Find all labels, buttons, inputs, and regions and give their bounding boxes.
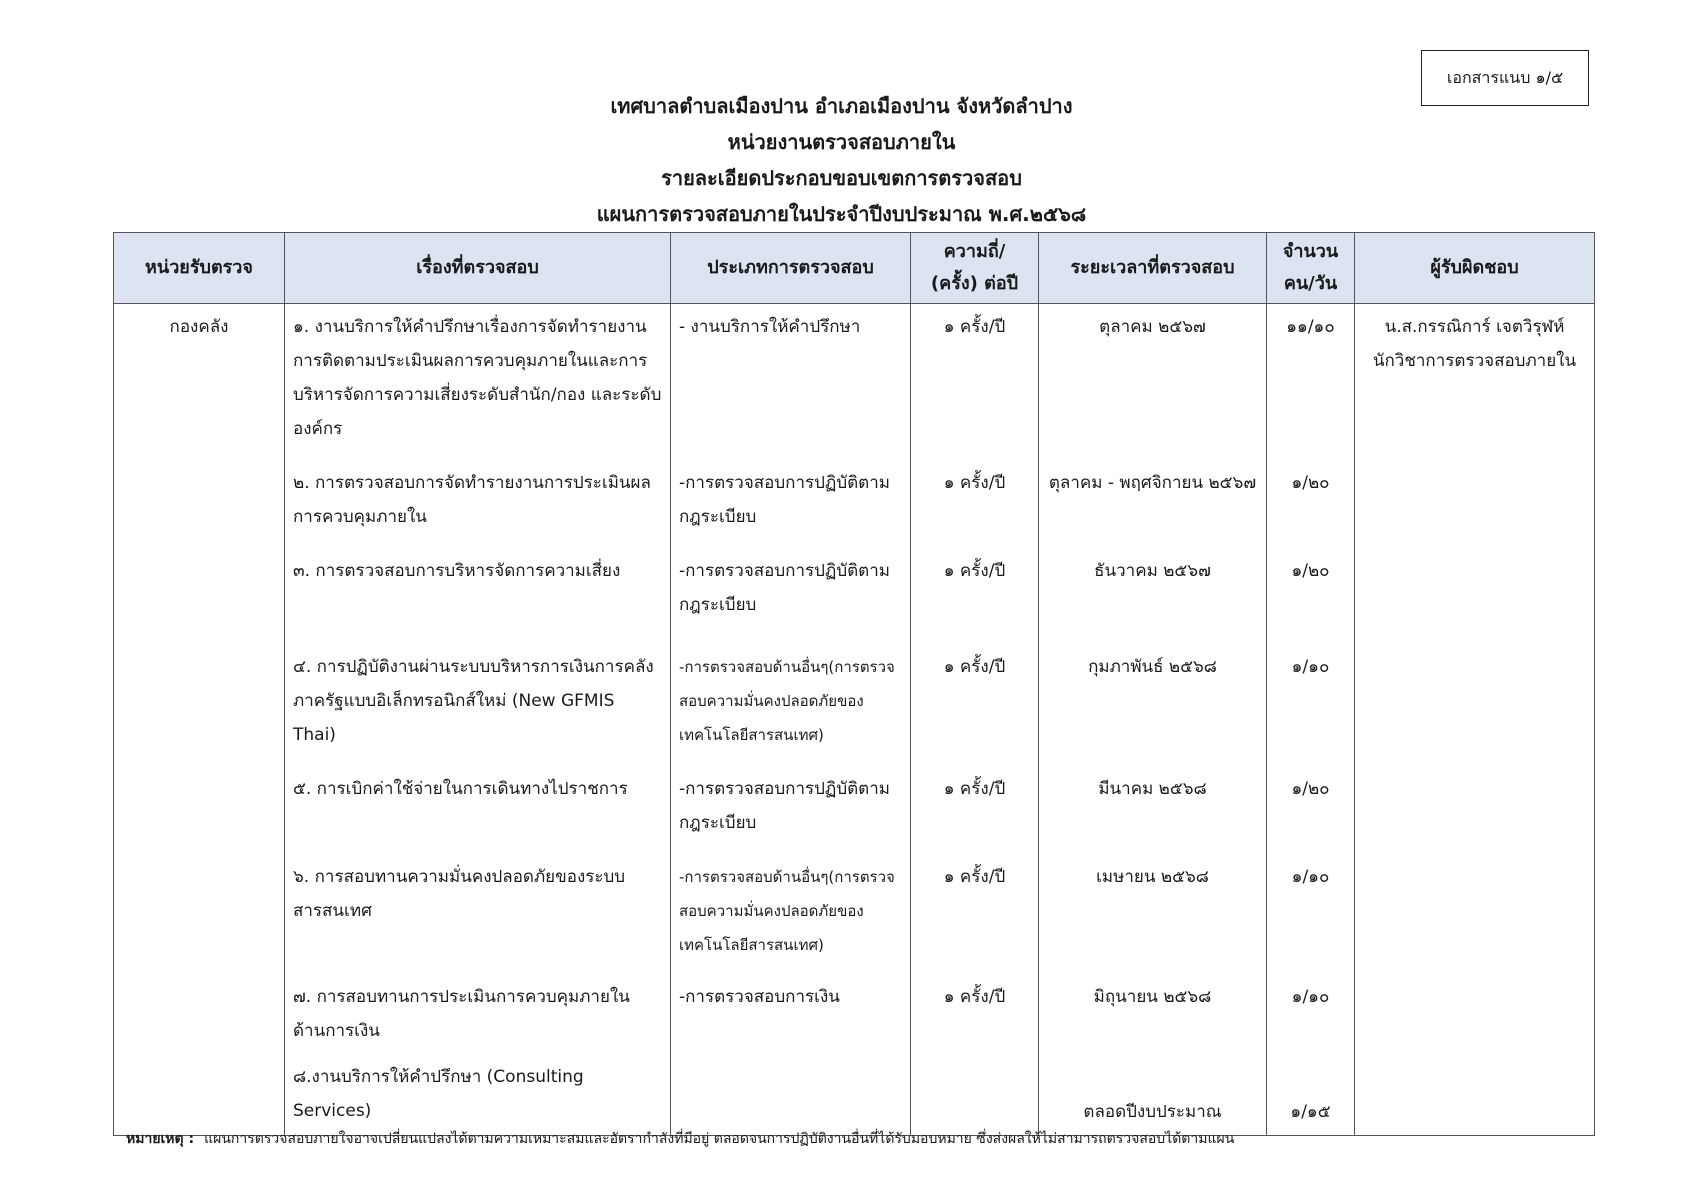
col-header-frequency	[911, 233, 1039, 304]
cell-type: -การตรวจสอบการปฏิบัติตามกฎระเบียบ	[671, 548, 911, 644]
header-plan-title: แผนการตรวจสอบภายในประจำปีงบประมาณ พ.ศ.๒๕๖๘	[596, 202, 1087, 226]
cell-mandays: ๑/๑๐	[1267, 854, 1355, 974]
col-header-frequency-line2: (ครั้ง) ต่อปี	[930, 273, 1019, 294]
table-header-row	[114, 233, 1595, 304]
cell-period: ตุลาคม ๒๕๖๗	[1039, 304, 1267, 460]
cell-period: ธันวาคม ๒๕๖๗	[1039, 548, 1267, 644]
cell-subject: ๓. การตรวจสอบการบริหารจัดการความเสี่ยง	[285, 548, 671, 644]
cell-subject: ๘.งานบริการให้คำปรึกษา (Consulting Services)	[285, 1054, 671, 1136]
cell-frequency	[911, 1054, 1039, 1136]
cell-subject: ๔. การปฏิบัติงานผ่านระบบบริหารการเงินการคลังภาครัฐแบบอิเล็กทรอนิกส์ใหม่ (New GFMIS Thai)	[285, 644, 671, 766]
cell-period: กุมภาพันธ์ ๒๕๖๘	[1039, 644, 1267, 766]
cell-type: - งานบริการให้คำปรึกษา	[671, 304, 911, 460]
cell-mandays: ๑/๑๕	[1267, 1054, 1355, 1136]
cell-type	[671, 1054, 911, 1136]
cell-mandays: ๑/๒๐	[1267, 548, 1355, 644]
cell-type: -การตรวจสอบด้านอื่นๆ(การตรวจสอบความมั่นคงปลอดภัยของเทคโนโลยีสารสนเทศ)	[671, 854, 911, 974]
col-header-type: ประเภทการตรวจสอบ	[671, 233, 911, 304]
col-header-unit: หน่วยรับตรวจ	[114, 233, 285, 304]
table-row	[114, 548, 1595, 644]
cell-subject: ๕. การเบิกค่าใช้จ่ายในการเดินทางไปราชการ	[285, 766, 671, 854]
cell-unit	[114, 644, 285, 766]
col-header-responsible: ผู้รับผิดชอบ	[1355, 233, 1595, 304]
cell-mandays: ๑/๒๐	[1267, 460, 1355, 548]
cell-type: -การตรวจสอบการเงิน	[671, 974, 911, 1054]
cell-frequency: ๑ ครั้ง/ปี	[911, 974, 1039, 1054]
cell-subject: ๗. การสอบทานการประเมินการควบคุมภายในด้านการเงิน	[285, 974, 671, 1054]
cell-subject: ๑. งานบริการให้คำปรึกษาเรื่องการจัดทำรายงานการติดตามประเมินผลการควบคุมภายในและการบริหารจัดการความเสี่ยงระดับสำนัก/กอง และระดับองค์กร	[285, 304, 671, 460]
cell-type: -การตรวจสอบการปฏิบัติตามกฎระเบียบ	[671, 460, 911, 548]
footnote	[126, 1128, 1234, 1150]
header-organization: เทศบาลตำบลเมืองปาน อำเภอเมืองปาน จังหวัดลำปาง	[610, 94, 1073, 118]
cell-responsible	[1355, 766, 1595, 854]
cell-unit	[114, 974, 285, 1054]
cell-period: ตลอดปีงบประมาณ	[1039, 1054, 1267, 1136]
cell-responsible	[1355, 460, 1595, 548]
cell-frequency: ๑ ครั้ง/ปี	[911, 854, 1039, 974]
cell-subject: ๖. การสอบทานความมั่นคงปลอดภัยของระบบสารสนเทศ	[285, 854, 671, 974]
cell-mandays: ๑๑/๑๐	[1267, 304, 1355, 460]
cell-frequency: ๑ ครั้ง/ปี	[911, 766, 1039, 854]
cell-period: เมษายน ๒๕๖๘	[1039, 854, 1267, 974]
cell-frequency: ๑ ครั้ง/ปี	[911, 644, 1039, 766]
cell-responsible	[1355, 304, 1595, 460]
footnote-text: แผนการตรวจสอบภายใจอาจเปลี่ยนแปลงได้ตามความเหมาะสมและอัตรากำลังที่มีอยู่ ตลอดจนการปฏิบัติงานอื่นที่ได้รับมอบหมาย ซึ่งส่งผลให้ไม่สามารถตรวจสอบได้ตามแผน	[204, 1131, 1235, 1147]
cell-type: -การตรวจสอบด้านอื่นๆ(การตรวจสอบความมั่นคงปลอดภัยของเทคโนโลยีสารสนเทศ)	[671, 644, 911, 766]
col-header-frequency-line1: ความถี่/	[943, 241, 1006, 262]
cell-mandays: ๑/๑๐	[1267, 974, 1355, 1054]
responsible-title: นักวิชาการตรวจสอบภายใน	[1372, 351, 1577, 371]
table-row	[114, 460, 1595, 548]
cell-unit: กองคลัง	[114, 304, 285, 460]
table-row	[114, 304, 1595, 460]
attachment-label: เอกสารแนบ ๑/๕	[1421, 50, 1589, 106]
header-subtitle: รายละเอียดประกอบขอบเขตการตรวจสอบ	[661, 166, 1022, 190]
cell-subject: ๒. การตรวจสอบการจัดทำรายงานการประเมินผลการควบคุมภายใน	[285, 460, 671, 548]
cell-period: ตุลาคม - พฤศจิกายน ๒๕๖๗	[1039, 460, 1267, 548]
table-row	[114, 854, 1595, 974]
cell-frequency: ๑ ครั้ง/ปี	[911, 460, 1039, 548]
document-header	[0, 88, 1683, 232]
cell-unit	[114, 1054, 285, 1136]
table-row	[114, 1054, 1595, 1136]
col-header-mandays	[1267, 233, 1355, 304]
cell-unit	[114, 854, 285, 974]
header-department: หน่วยงานตรวจสอบภายใน	[727, 130, 956, 154]
cell-unit	[114, 766, 285, 854]
audit-plan-table	[113, 232, 1595, 1136]
cell-period: มีนาคม ๒๕๖๘	[1039, 766, 1267, 854]
cell-mandays: ๑/๑๐	[1267, 644, 1355, 766]
cell-responsible	[1355, 974, 1595, 1054]
cell-frequency: ๑ ครั้ง/ปี	[911, 304, 1039, 460]
col-header-mandays-line1: จำนวน	[1282, 241, 1339, 262]
cell-unit	[114, 548, 285, 644]
responsible-name: น.ส.กรรณิการ์ เจตวิรุฬห์	[1384, 317, 1565, 337]
table-row	[114, 644, 1595, 766]
col-header-period: ระยะเวลาที่ตรวจสอบ	[1039, 233, 1267, 304]
col-header-subject: เรื่องที่ตรวจสอบ	[285, 233, 671, 304]
cell-frequency: ๑ ครั้ง/ปี	[911, 548, 1039, 644]
cell-type: -การตรวจสอบการปฏิบัติตามกฎระเบียบ	[671, 766, 911, 854]
cell-mandays: ๑/๒๐	[1267, 766, 1355, 854]
table-row	[114, 766, 1595, 854]
table-row	[114, 974, 1595, 1054]
col-header-mandays-line2: คน/วัน	[1283, 273, 1338, 294]
footnote-label: หมายเหตุ :	[126, 1131, 195, 1147]
cell-period: มิถุนายน ๒๕๖๘	[1039, 974, 1267, 1054]
cell-responsible	[1355, 548, 1595, 644]
cell-responsible	[1355, 1054, 1595, 1136]
cell-responsible	[1355, 644, 1595, 766]
cell-responsible	[1355, 854, 1595, 974]
cell-unit	[114, 460, 285, 548]
